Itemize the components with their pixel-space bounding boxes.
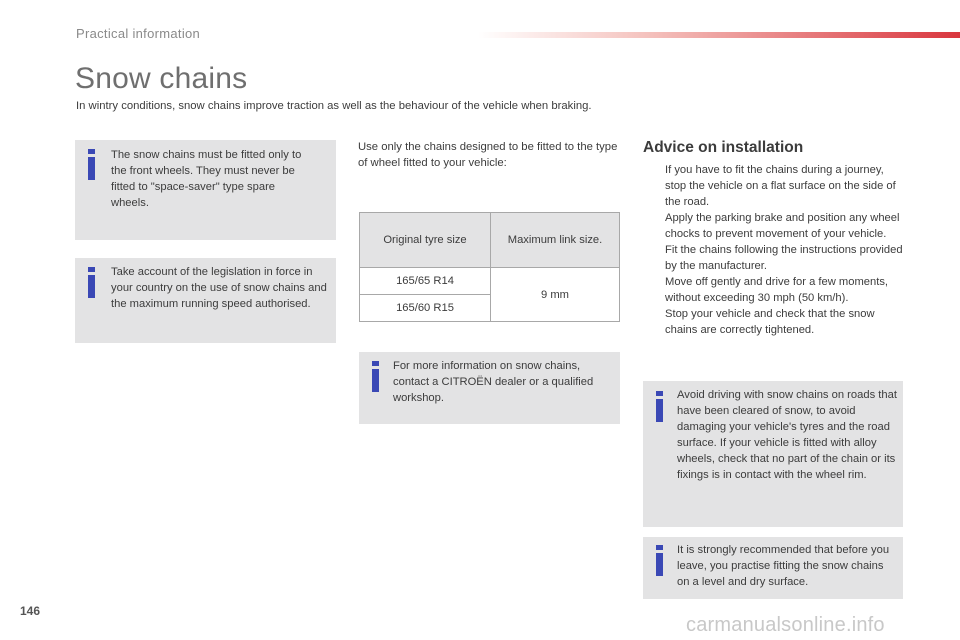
page-title: Snow chains — [75, 62, 248, 95]
info-icon — [88, 267, 95, 298]
advice-list — [643, 162, 905, 338]
info-box-dealer — [359, 352, 620, 424]
info-icon — [656, 545, 663, 576]
table-cell-link-size: 9 mm — [491, 268, 620, 322]
list-item: Stop your vehicle and check that the snow chains are correctly tightened. — [665, 308, 875, 336]
info-box-text: Avoid driving with snow chains on roads that have been cleared of snow, to avoid damaging your vehicle's tyres and the road surface. If your vehicle is fitted with alloy wheels, check that no part of the chain or its fixings is in contact with the wheel rim. — [677, 389, 897, 481]
info-box-cleared-roads — [643, 381, 903, 527]
watermark: carmanualsonline.info — [686, 614, 885, 636]
table-header-tyre-size: Original tyre size — [360, 213, 491, 268]
info-box-practise — [643, 537, 903, 599]
list-item: Move off gently and drive for a few moments, without exceeding 30 mph (50 km/h). — [665, 276, 889, 304]
info-box-text: The snow chains must be fitted only to the front wheels. They must never be fitted to "space-saver" type spare wheels. — [111, 149, 302, 209]
intro-paragraph: In wintry conditions, snow chains improve traction as well as the behaviour of the vehicle when braking. — [76, 100, 592, 112]
info-box-text: It is strongly recommended that before you leave, you practise fitting the snow chains on a level and dry surface. — [677, 544, 890, 588]
info-box-front-wheels — [75, 140, 336, 240]
list-item: Fit the chains following the instructions provided by the manufacturer. — [665, 244, 903, 272]
tyre-size-table — [359, 212, 620, 322]
info-box-text: Take account of the legislation in force in your country on the use of snow chains and the maximum running speed authorised. — [111, 266, 327, 310]
table-cell-tyre-size: 165/60 R15 — [360, 295, 491, 322]
info-icon — [88, 149, 95, 180]
table-header-link-size: Maximum link size. — [491, 213, 620, 268]
advice-section-title: Advice on installation — [643, 139, 804, 156]
section-header: Practical information — [76, 26, 201, 41]
info-icon — [372, 361, 379, 392]
list-item: If you have to fit the chains during a journey, stop the vehicle on a flat surface on the side of the road. — [665, 164, 896, 208]
info-box-legislation — [75, 258, 336, 343]
table-cell-tyre-size: 165/65 R14 — [360, 268, 491, 295]
list-item: Apply the parking brake and position any wheel chocks to prevent movement of your vehicle. — [665, 212, 900, 240]
page-number: 146 — [20, 604, 41, 618]
header-accent-bar — [478, 32, 960, 38]
chains-intro-text: Use only the chains designed to be fitted to the type of wheel fitted to your vehicle: — [358, 141, 618, 169]
info-box-text: For more information on snow chains, contact a CITROËN dealer or a qualified workshop. — [393, 360, 594, 404]
info-icon — [656, 391, 663, 422]
